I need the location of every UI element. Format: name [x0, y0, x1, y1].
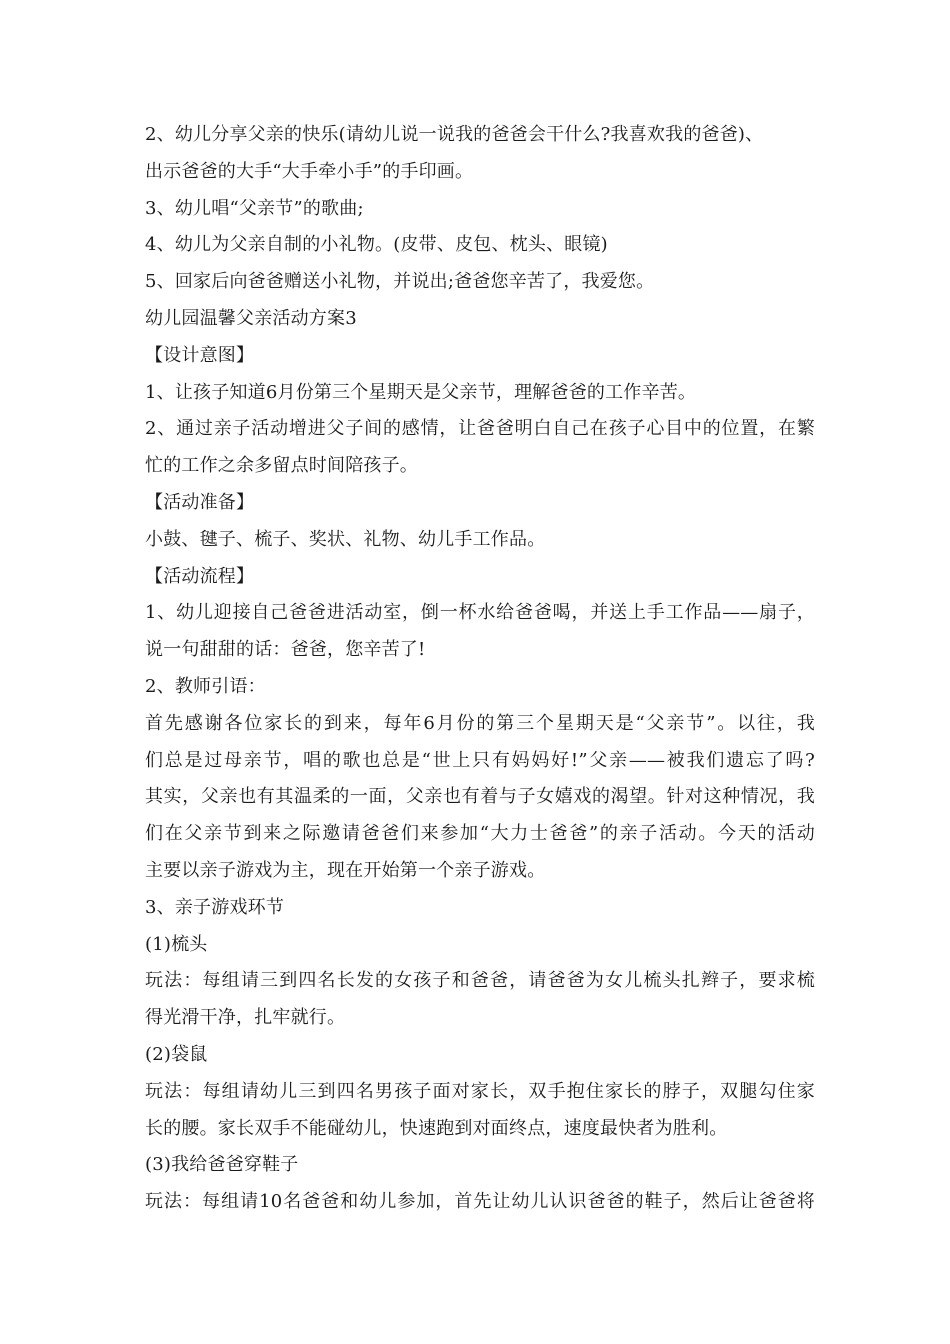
text-line: 2、教师引语： — [145, 675, 266, 697]
text-line: 玩法：每组请幼儿三到四名男孩子面对家长，双手抱住家长的脖子，双腿勾住家 — [145, 1080, 815, 1102]
text-line: 们在父亲节到来之际邀请爸爸们来参加“大力士爸爸”的亲子活动。今天的活动 — [145, 823, 815, 845]
text-line: 1、幼儿迎接自己爸爸进活动室，倒一杯水给爸爸喝，并送上手工作品——扇子， — [145, 602, 815, 624]
text-line: 说一句甜甜的话：爸爸，您辛苦了! — [145, 639, 426, 661]
document-body — [145, 117, 815, 1221]
text-line: 2、通过亲子活动增进父子间的感情，让爸爸明白自己在孩子心目中的位置，在繁 — [145, 418, 815, 440]
text-line: 【设计意图】 — [145, 344, 255, 366]
text-line: 1、让孩子知道6月份第三个星期天是父亲节，理解爸爸的工作辛苦。 — [145, 381, 697, 403]
text-line: 主要以亲子游戏为主，现在开始第一个亲子游戏。 — [145, 859, 546, 881]
text-line: 其实，父亲也有其温柔的一面，父亲也有着与子女嬉戏的渴望。针对这种情况，我 — [145, 786, 815, 808]
text-line: 长的腰。家长双手不能碰幼儿，快速跑到对面终点，速度最快者为胜利。 — [145, 1117, 728, 1139]
text-line: 玩法：每组请三到四名长发的女孩子和爸爸，请爸爸为女儿梳头扎辫子，要求梳 — [145, 970, 815, 992]
text-line: (3)我给爸爸穿鞋子 — [145, 1154, 299, 1176]
text-line: 5、回家后向爸爸赠送小礼物，并说出;爸爸您辛苦了，我爱您。 — [145, 271, 655, 293]
text-line: 们总是过母亲节，唱的歌也总是“世上只有妈妈好!”父亲——被我们遗忘了吗? — [145, 749, 815, 771]
text-line: (2)袋鼠 — [145, 1043, 208, 1065]
text-line: 得光滑干净，扎牢就行。 — [145, 1007, 346, 1029]
text-line: 小鼓、毽子、梳子、奖状、礼物、幼儿手工作品。 — [145, 528, 546, 550]
text-line: 3、幼儿唱“父亲节”的歌曲; — [145, 197, 364, 219]
text-line: 首先感谢各位家长的到来，每年6月份的第三个星期天是“父亲节”。以往，我 — [145, 712, 815, 734]
text-line: 玩法：每组请10名爸爸和幼儿参加，首先让幼儿认识爸爸的鞋子，然后让爸爸将 — [145, 1191, 815, 1213]
text-line: 幼儿园温馨父亲活动方案3 — [145, 307, 357, 329]
text-line: 【活动流程】 — [145, 565, 255, 587]
text-line: 3、亲子游戏环节 — [145, 896, 285, 918]
text-line: 出示爸爸的大手“大手牵小手”的手印画。 — [145, 160, 474, 182]
text-line: (1)梳头 — [145, 933, 208, 955]
text-line: 忙的工作之余多留点时间陪孩子。 — [145, 455, 418, 477]
text-line: 【活动准备】 — [145, 491, 255, 513]
text-line: 4、幼儿为父亲自制的小礼物。(皮带、皮包、枕头、眼镜) — [145, 234, 608, 256]
text-line: 2、幼儿分享父亲的快乐(请幼儿说一说我的爸爸会干什么?我喜欢我的爸爸)、 — [145, 124, 764, 145]
